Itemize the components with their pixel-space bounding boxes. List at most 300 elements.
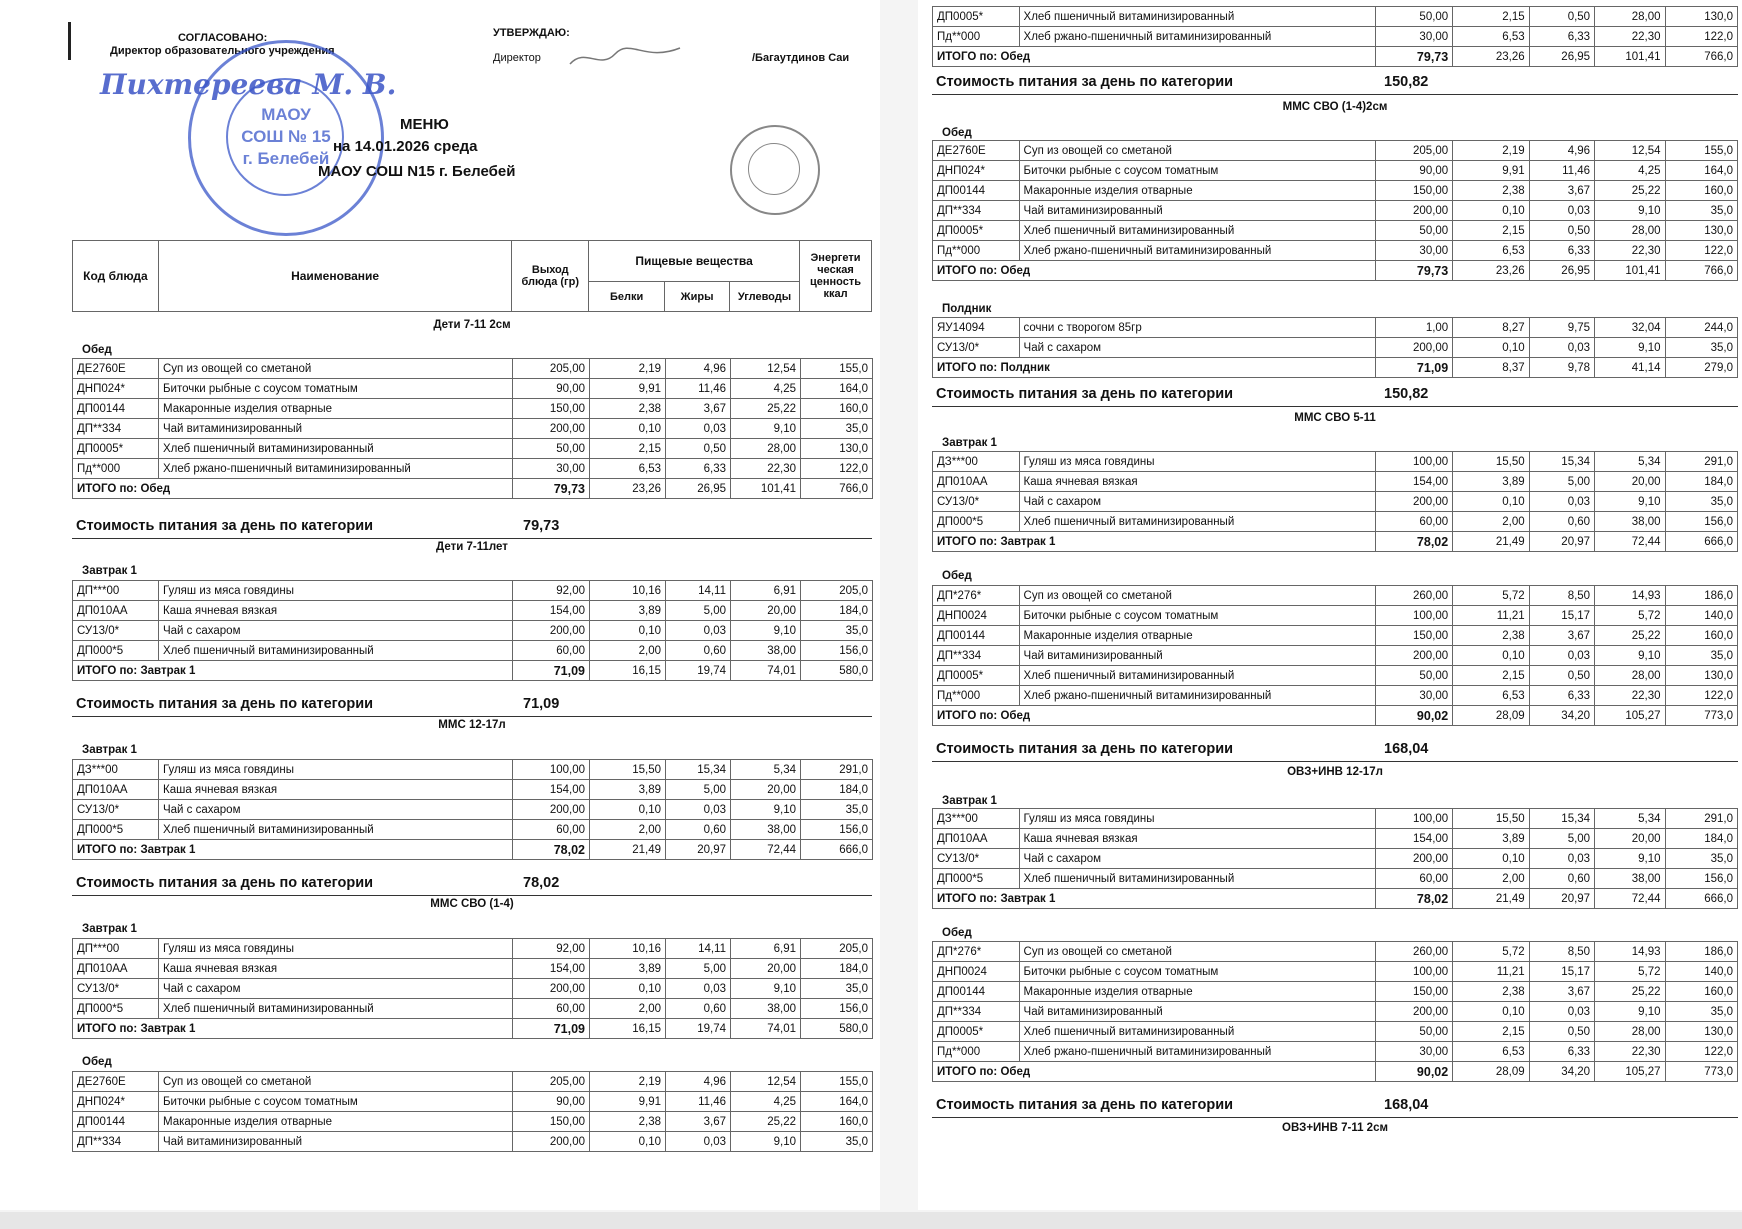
agreed-by: Директор образовательного учреждения	[110, 45, 335, 57]
table-cell: 100,00	[1375, 962, 1452, 982]
table-cell: СУ13/0*	[933, 492, 1020, 512]
table-cell: ДП010АА	[933, 472, 1020, 492]
left-page	[0, 0, 880, 1210]
table-row	[933, 849, 1738, 869]
table-cell: 0,03	[1529, 492, 1594, 512]
table-cell: 155,0	[801, 1072, 873, 1092]
table-cell: 6,33	[1529, 27, 1594, 47]
table-row	[73, 979, 873, 999]
table-cell: ДП000*5	[73, 999, 159, 1019]
table-cell: 122,0	[1665, 27, 1737, 47]
table-cell: 140,0	[1665, 962, 1737, 982]
total-row	[933, 47, 1738, 67]
table-cell: 20,97	[1529, 889, 1594, 909]
table-cell: 164,0	[801, 379, 873, 399]
meal-title: Полдник	[942, 303, 992, 315]
table-cell: 0,60	[666, 641, 731, 661]
table-cell: 9,10	[1595, 1002, 1665, 1022]
table-cell: 22,30	[1595, 1042, 1665, 1062]
meal-table	[932, 317, 1738, 378]
table-cell: 0,10	[1453, 1002, 1529, 1022]
table-cell: 6,53	[1453, 1042, 1529, 1062]
table-cell: 90,00	[513, 1092, 590, 1112]
table-cell: 156,0	[1665, 869, 1737, 889]
table-cell: 38,00	[731, 820, 801, 840]
table-cell: ДЕ2760Е	[73, 359, 159, 379]
table-cell: Хлеб пшеничный витаминизированный	[1019, 666, 1375, 686]
table-row	[73, 641, 873, 661]
table-cell: ИТОГО по: Обед	[933, 47, 1376, 67]
table-cell: 2,15	[1453, 1022, 1529, 1042]
table-cell: ИТОГО по: Полдник	[933, 358, 1376, 378]
table-cell: 0,10	[1453, 646, 1529, 666]
table-cell: 2,38	[590, 1112, 666, 1132]
table-cell: 34,20	[1529, 706, 1594, 726]
table-cell: Чай с сахаром	[1019, 849, 1375, 869]
col-name: Наименование	[158, 241, 511, 312]
table-cell: СУ13/0*	[73, 621, 159, 641]
signature-left: Пихтереева М. В.	[100, 68, 397, 101]
table-cell: Макаронные изделия отварные	[159, 399, 513, 419]
table-cell: 205,00	[1375, 141, 1452, 161]
table-cell: 9,10	[1595, 849, 1665, 869]
table-cell: 101,41	[731, 479, 801, 499]
school-name: МАОУ СОШ N15 г. Белебей	[318, 163, 516, 180]
table-cell: 71,09	[513, 1019, 590, 1039]
table-cell: 122,0	[1665, 686, 1737, 706]
table-cell: ДП000*5	[933, 869, 1020, 889]
table-cell: 130,0	[1665, 221, 1737, 241]
table-cell: 6,91	[731, 581, 801, 601]
table-cell: 666,0	[801, 840, 873, 860]
table-cell: Биточки рыбные с соусом томатным	[1019, 161, 1375, 181]
table-row	[73, 800, 873, 820]
table-cell: 79,73	[1375, 47, 1452, 67]
total-row	[73, 1019, 873, 1039]
table-cell: Чай витаминизированный	[1019, 646, 1375, 666]
table-cell: СУ13/0*	[933, 338, 1020, 358]
total-row	[933, 889, 1738, 909]
table-row	[933, 141, 1738, 161]
table-cell: 20,00	[1595, 472, 1665, 492]
table-row	[933, 161, 1738, 181]
table-cell: 5,34	[1595, 809, 1665, 829]
table-cell: 60,00	[1375, 869, 1452, 889]
table-cell: 35,0	[801, 979, 873, 999]
table-cell: ДП**334	[73, 1132, 159, 1152]
table-cell: 21,49	[590, 840, 666, 860]
table-cell: 2,00	[590, 999, 666, 1019]
table-cell: 0,10	[590, 621, 666, 641]
table-cell: 205,00	[513, 359, 590, 379]
col-nutrients: Пищевые вещества	[589, 241, 800, 282]
stamp-line-1: МАОУ	[261, 105, 311, 124]
table-cell: 9,10	[1595, 201, 1665, 221]
table-cell: Хлеб пшеничный витаминизированный	[159, 439, 513, 459]
table-row	[73, 999, 873, 1019]
table-cell: 279,0	[1665, 358, 1737, 378]
table-cell: 9,78	[1529, 358, 1594, 378]
table-cell: Каша ячневая вязкая	[159, 780, 513, 800]
table-cell: 3,89	[590, 959, 666, 979]
table-cell: 15,34	[666, 760, 731, 780]
table-cell: 9,10	[731, 800, 801, 820]
table-row	[933, 1022, 1738, 1042]
table-cell: 766,0	[1665, 261, 1737, 281]
table-row	[73, 959, 873, 979]
table-cell: ИТОГО по: Завтрак 1	[73, 1019, 513, 1039]
table-cell: 35,0	[1665, 1002, 1737, 1022]
table-cell: ДП000*5	[73, 820, 159, 840]
table-cell: 2,00	[590, 641, 666, 661]
table-cell: 78,02	[513, 840, 590, 860]
table-cell: 3,89	[590, 601, 666, 621]
table-cell: 9,75	[1529, 318, 1594, 338]
table-cell: 0,03	[1529, 1002, 1594, 1022]
table-cell: 105,27	[1595, 1062, 1665, 1082]
table-row	[933, 452, 1738, 472]
table-cell: 4,25	[731, 1092, 801, 1112]
table-cell: 30,00	[1375, 686, 1452, 706]
table-row	[73, 780, 873, 800]
table-cell: Хлеб ржано-пшеничный витаминизированный	[159, 459, 513, 479]
table-cell: 9,10	[1595, 492, 1665, 512]
table-cell: 200,00	[1375, 1002, 1452, 1022]
table-cell: Чай с сахаром	[159, 621, 513, 641]
table-cell: Хлеб ржано-пшеничный витаминизированный	[1019, 1042, 1375, 1062]
meal-table	[932, 585, 1738, 726]
table-cell: 2,15	[1453, 666, 1529, 686]
table-cell: 34,20	[1529, 1062, 1594, 1082]
cost-label: Стоимость питания за день по категории	[76, 696, 374, 712]
col-fat: Жиры	[665, 282, 730, 312]
table-cell: 10,16	[590, 581, 666, 601]
cost-label: Стоимость питания за день по категории	[936, 1097, 1234, 1113]
table-cell: ДП000*5	[933, 512, 1020, 532]
table-cell: 122,0	[1665, 241, 1737, 261]
table-cell: 5,72	[1453, 942, 1529, 962]
cost-row	[72, 873, 872, 896]
meal-table	[932, 808, 1738, 909]
table-cell: Чай витаминизированный	[1019, 1002, 1375, 1022]
table-cell: 8,37	[1453, 358, 1529, 378]
table-row	[73, 1092, 873, 1112]
table-cell: 90,00	[1375, 161, 1452, 181]
table-cell: 14,93	[1595, 586, 1665, 606]
table-cell: Пд**000	[933, 241, 1020, 261]
table-cell: Чай витаминизированный	[1019, 201, 1375, 221]
table-cell: 0,03	[666, 419, 731, 439]
table-cell: 122,0	[801, 459, 873, 479]
table-cell: 186,0	[1665, 942, 1737, 962]
table-cell: 14,11	[666, 581, 731, 601]
approve-label: УТВЕРЖДАЮ:	[493, 27, 570, 39]
table-cell: 0,60	[1529, 869, 1594, 889]
table-cell: 74,01	[731, 661, 801, 681]
table-cell: 78,02	[1375, 532, 1452, 552]
meal-title: Завтрак 1	[942, 437, 997, 449]
cost-label: Стоимость питания за день по категории	[76, 518, 374, 534]
table-cell: 2,00	[1453, 869, 1529, 889]
table-cell: 35,0	[1665, 849, 1737, 869]
table-cell: ДП00144	[73, 1112, 159, 1132]
table-cell: 154,00	[1375, 829, 1452, 849]
table-row	[73, 419, 873, 439]
table-cell: сочни с творогом 85гр	[1019, 318, 1375, 338]
table-cell: 25,22	[1595, 626, 1665, 646]
category-title: ММС СВО (1-4)	[430, 898, 514, 910]
table-row	[933, 982, 1738, 1002]
table-cell: Чай витаминизированный	[159, 1132, 513, 1152]
table-cell: 60,00	[513, 999, 590, 1019]
table-cell: 20,00	[731, 601, 801, 621]
table-cell: 11,21	[1453, 606, 1529, 626]
table-row	[933, 181, 1738, 201]
meal-title: Обед	[942, 570, 972, 582]
total-row	[73, 661, 873, 681]
table-cell: 9,10	[731, 979, 801, 999]
table-cell: ДЕ2760Е	[933, 141, 1020, 161]
director-name: /Багаутдинов Саи	[752, 52, 850, 64]
table-cell: 0,03	[666, 1132, 731, 1152]
table-cell: 28,00	[731, 439, 801, 459]
table-cell: 0,10	[590, 979, 666, 999]
table-cell: 6,33	[1529, 1042, 1594, 1062]
table-cell: 90,02	[1375, 1062, 1452, 1082]
table-row	[73, 820, 873, 840]
table-cell: 0,60	[666, 820, 731, 840]
category-title: ОВЗ+ИНВ 12-17л	[1287, 766, 1383, 778]
table-cell: 200,00	[513, 800, 590, 820]
table-row	[933, 338, 1738, 358]
table-cell: 4,25	[1595, 161, 1665, 181]
table-cell: 14,93	[1595, 942, 1665, 962]
table-cell: Чай с сахаром	[1019, 338, 1375, 358]
table-cell: 184,0	[1665, 829, 1737, 849]
meal-title: Обед	[942, 127, 972, 139]
table-cell: 4,96	[666, 359, 731, 379]
table-cell: 11,21	[1453, 962, 1529, 982]
table-cell: 200,00	[1375, 338, 1452, 358]
cost-label: Стоимость питания за день по категории	[936, 74, 1234, 90]
cost-value: 79,73	[523, 518, 560, 534]
table-row	[933, 666, 1738, 686]
table-cell: 155,0	[1665, 141, 1737, 161]
table-cell: 0,10	[1453, 492, 1529, 512]
table-cell: 25,22	[1595, 982, 1665, 1002]
table-cell: 9,10	[1595, 338, 1665, 358]
table-cell: 105,27	[1595, 706, 1665, 726]
table-row	[933, 626, 1738, 646]
category-title: Дети 7-11 2см	[433, 319, 511, 331]
cost-value: 78,02	[523, 875, 560, 891]
table-cell: 78,02	[1375, 889, 1452, 909]
table-cell: 20,97	[1529, 532, 1594, 552]
table-cell: 92,00	[513, 939, 590, 959]
table-row	[933, 942, 1738, 962]
table-cell: 19,74	[666, 1019, 731, 1039]
table-cell: 154,00	[513, 601, 590, 621]
table-cell: 0,50	[1529, 7, 1594, 27]
table-cell: 156,0	[801, 820, 873, 840]
table-cell: 8,27	[1453, 318, 1529, 338]
table-cell: 101,41	[1595, 261, 1665, 281]
table-cell: 9,10	[1595, 646, 1665, 666]
table-cell: 30,00	[513, 459, 590, 479]
table-cell: 10,16	[590, 939, 666, 959]
table-cell: 0,50	[1529, 221, 1594, 241]
table-cell: 0,03	[1529, 849, 1594, 869]
table-cell: 25,22	[731, 399, 801, 419]
table-cell: 22,30	[1595, 241, 1665, 261]
table-cell: 0,03	[1529, 201, 1594, 221]
table-cell: Пд**000	[73, 459, 159, 479]
table-cell: Биточки рыбные с соусом томатным	[159, 1092, 513, 1112]
table-cell: 22,30	[731, 459, 801, 479]
table-cell: 0,60	[1529, 512, 1594, 532]
table-cell: 32,04	[1595, 318, 1665, 338]
table-cell: 41,14	[1595, 358, 1665, 378]
table-cell: 184,0	[801, 601, 873, 621]
table-cell: ДНП024*	[933, 161, 1020, 181]
table-cell: 580,0	[801, 1019, 873, 1039]
table-cell: 6,53	[1453, 686, 1529, 706]
stamp-line-3: г. Белебей	[242, 149, 330, 168]
table-cell: ИТОГО по: Обед	[933, 706, 1376, 726]
table-cell: 184,0	[801, 780, 873, 800]
table-cell: 156,0	[801, 641, 873, 661]
cost-value: 71,09	[523, 696, 560, 712]
table-cell: 291,0	[1665, 452, 1737, 472]
table-cell: ДП**334	[73, 419, 159, 439]
table-cell: 19,74	[666, 661, 731, 681]
table-cell: Суп из овощей со сметаной	[159, 359, 513, 379]
table-cell: 0,50	[666, 439, 731, 459]
cost-label: Стоимость питания за день по категории	[76, 875, 374, 891]
table-row	[73, 581, 873, 601]
total-row	[933, 261, 1738, 281]
table-cell: 35,0	[801, 621, 873, 641]
table-cell: ДП00144	[933, 626, 1020, 646]
table-row	[73, 359, 873, 379]
table-cell: 6,33	[1529, 686, 1594, 706]
table-cell: 2,00	[1453, 512, 1529, 532]
table-cell: 9,10	[731, 621, 801, 641]
table-cell: 14,11	[666, 939, 731, 959]
table-cell: 28,00	[1595, 1022, 1665, 1042]
cost-label: Стоимость питания за день по категории	[936, 741, 1234, 757]
cost-row	[932, 384, 1738, 407]
category-title: ММС 12-17л	[438, 719, 506, 731]
table-cell: ДП010АА	[73, 959, 159, 979]
meal-table	[72, 759, 873, 860]
table-cell: 28,09	[1453, 1062, 1529, 1082]
table-cell: Гуляш из мяса говядины	[159, 939, 513, 959]
meal-title: Завтрак 1	[82, 923, 137, 935]
cost-value: 168,04	[1384, 1097, 1429, 1113]
table-cell: Каша ячневая вязкая	[1019, 472, 1375, 492]
meal-table	[932, 140, 1738, 281]
table-cell: 35,0	[1665, 646, 1737, 666]
table-cell: 2,00	[590, 820, 666, 840]
table-row	[933, 241, 1738, 261]
category-title: ММС СВО (1-4)2см	[1282, 101, 1388, 113]
table-cell: 164,0	[1665, 161, 1737, 181]
table-cell: 50,00	[1375, 1022, 1452, 1042]
table-cell: Хлеб пшеничный витаминизированный	[159, 999, 513, 1019]
table-cell: 15,17	[1529, 962, 1594, 982]
table-cell: 0,10	[1453, 849, 1529, 869]
table-cell: Хлеб пшеничный витаминизированный	[1019, 869, 1375, 889]
table-cell: 156,0	[1665, 512, 1737, 532]
table-cell: 200,00	[1375, 201, 1452, 221]
table-cell: 5,00	[666, 959, 731, 979]
table-cell: Гуляш из мяса говядины	[159, 760, 513, 780]
table-cell: Пд**000	[933, 1042, 1020, 1062]
table-row	[73, 601, 873, 621]
meal-title: Обед	[82, 344, 112, 356]
table-cell: 0,60	[666, 999, 731, 1019]
table-cell: 16,15	[590, 661, 666, 681]
table-cell: 35,0	[801, 419, 873, 439]
table-cell: 0,03	[666, 979, 731, 999]
right-page	[918, 0, 1742, 1210]
table-cell: 12,54	[1595, 141, 1665, 161]
table-cell: ДЗ***00	[933, 809, 1020, 829]
table-cell: Макаронные изделия отварные	[1019, 626, 1375, 646]
menu-title: МЕНЮ	[400, 116, 449, 133]
table-cell: 160,0	[801, 399, 873, 419]
table-cell: 0,10	[590, 419, 666, 439]
table-cell: 30,00	[1375, 241, 1452, 261]
table-cell: 2,15	[590, 439, 666, 459]
table-cell: Пд**000	[933, 27, 1020, 47]
table-cell: 0,03	[666, 621, 731, 641]
table-cell: СУ13/0*	[933, 849, 1020, 869]
table-cell: 20,00	[731, 780, 801, 800]
table-cell: ДП**334	[933, 1002, 1020, 1022]
table-cell: 773,0	[1665, 1062, 1737, 1082]
table-cell: 22,30	[1595, 27, 1665, 47]
table-cell: 200,00	[1375, 849, 1452, 869]
table-cell: 200,00	[513, 419, 590, 439]
table-cell: 15,34	[1529, 809, 1594, 829]
table-cell: 205,0	[801, 939, 873, 959]
table-cell: Чай с сахаром	[1019, 492, 1375, 512]
table-cell: ДП***00	[73, 581, 159, 601]
table-cell: 101,41	[1595, 47, 1665, 67]
table-cell: 164,0	[801, 1092, 873, 1112]
table-cell: 160,0	[1665, 982, 1737, 1002]
table-cell: Каша ячневая вязкая	[1019, 829, 1375, 849]
table-cell: Гуляш из мяса говядины	[1019, 452, 1375, 472]
total-row	[933, 706, 1738, 726]
table-cell: 2,38	[1453, 982, 1529, 1002]
table-cell: Гуляш из мяса говядины	[159, 581, 513, 601]
table-cell: ИТОГО по: Обед	[933, 261, 1376, 281]
meal-table	[932, 941, 1738, 1082]
table-row	[73, 439, 873, 459]
table-cell: 71,09	[513, 661, 590, 681]
table-cell: ИТОГО по: Завтрак 1	[73, 661, 513, 681]
table-cell: 184,0	[801, 959, 873, 979]
table-cell: 25,22	[731, 1112, 801, 1132]
table-cell: 2,19	[590, 1072, 666, 1092]
table-cell: 155,0	[801, 359, 873, 379]
table-cell: 15,17	[1529, 606, 1594, 626]
table-cell: ДП00144	[73, 399, 159, 419]
table-cell: 291,0	[801, 760, 873, 780]
